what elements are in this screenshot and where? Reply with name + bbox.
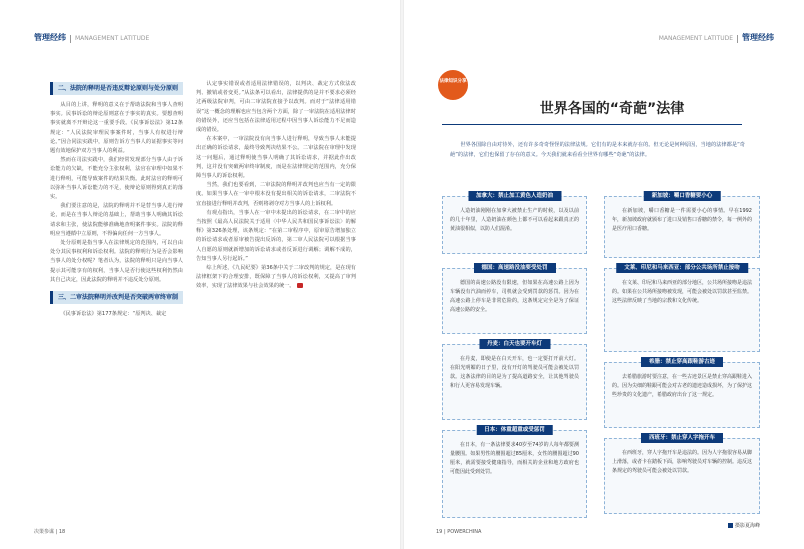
- law-box: [442, 193, 587, 254]
- header-subtitle: MANAGEMENT LATITUDE: [658, 35, 733, 42]
- law-box: [442, 265, 587, 334]
- paragraph: 从目的上讲，释明的意义在于帮助法院和当事人查明事实。民事诉讼的辩论原则意在于事实的真实。要想查明事实就离不开辩论这一重要手段。《民事诉讼法》第12条规定：“人民法院审理民事案件时，当事人有权进行辩论。”因合同法实践中，原则告诉方当事人的证据事实等问题有效地保护双方当事人的利益。: [50, 102, 183, 155]
- paragraph: 《民事诉讼法》第177条规定：“原判决、裁定: [60, 311, 167, 318]
- photo-credit-text: 摄影夏海峰: [734, 523, 760, 529]
- law-box-title: 加拿大：禁止加工黄色人造奶油: [468, 191, 561, 201]
- law-box-body: 在丹麦，即使是在白天开车，也一定要打开前大灯。在阳光明媚的日子里，没有开灯的驾驶员可能会被处以罚款。这条法律的目的是为了提高道路安全，让其他驾驶员和行人更容易发现车辆。: [450, 356, 579, 389]
- law-box: [604, 265, 760, 352]
- law-box: [604, 359, 760, 428]
- article-intro: 世界各国除自由对待外，还有许多奇奇怪怪的法律法规。它们有的是本来就存在的。但无论是何种原因，当地的法律都是“奇葩”的法律，它们也保留了存在的意义。今天我们就来看看全世界有哪些“奇葩”的法律。: [450, 142, 745, 158]
- law-box-body: 在西班牙，穿人字拖开车是违法的。因为人字拖很容易从脚上滑落，或者卡在踏板下面，影响驾驶员对车辆的控制。违反这条规定的驾驶员可能会被处以罚款。: [612, 450, 753, 474]
- running-header-left: [34, 32, 149, 43]
- article-column-b: [196, 80, 356, 292]
- law-box-title: 西班牙：禁止穿人字拖开车: [641, 433, 723, 443]
- law-box: [604, 193, 760, 258]
- paragraph: 认定事实错误或者适用法律错误的，以判决、裁定方式依法改判、撤销或者变更。”从法条可以看出，法律提供的是并不要求必须经过两级法院审判，可由二审法院直接予以改判。而对于“法律适用错误”这一概念的理解也应当包含两个方面，除了一审法院在适用法律时的错误外，还应当包括在法律适用过程中因当事人诉讼能力不足而造成的错误。: [196, 81, 356, 134]
- paragraph: 在本案中，一审法院没有向当事人进行释明，导致当事人未能提出正确的诉讼请求，最终导致判决结果不公。二审法院在审理中发现这一问题后，通过释明使当事人明确了其诉讼请求，并据此作出改判，这并没有突破两审终审制度，而是在法律规定的范围内，充分保障当事人的诉讼权利。: [196, 136, 356, 180]
- header-divider: [737, 35, 738, 43]
- law-box: [604, 435, 760, 514]
- paragraph: [196, 264, 356, 292]
- law-box-title: 新加坡：嚼口香糖要小心: [644, 191, 721, 201]
- section-heading: 二、法院的释明是否违反辩论原则与处分原则: [50, 82, 183, 95]
- right-page: [402, 0, 804, 549]
- header-section-title: 管理经纬: [34, 33, 66, 42]
- law-box-body: 去希腊旅游时要注意，在一些古迹景区是禁止穿高跟鞋进入的。因为尖细的鞋跟可能会对古老的遗迹造成损坏，为了保护这些珍贵的文化遗产，希腊政府出台了这一规定。: [612, 374, 753, 398]
- photo-credit: [728, 522, 760, 529]
- article-end-mark: [297, 283, 303, 288]
- article-title: 世界各国的“奇葩”法律: [539, 101, 685, 117]
- paragraph-text: 综上所述，《九民纪要》第36条中关于二审改判的规定，是在现有法律框架下的合理安排，既保障了当事人的诉讼权利，又提高了审判效率，实现了法律效果与社会效果的统一。: [196, 265, 356, 290]
- law-box-body: 德国的高速公路没有限速，但如果在高速公路上因为车辆没有汽油而停车，司机就会受到罚款的惩罚。因为在高速公路上停车是非常危险的，这条规定完全是为了保证高速公路的安全。: [450, 280, 579, 313]
- section-heading: 三、二审法院释明并改判是否突破两审终审制: [50, 291, 183, 304]
- law-box-body: 人造奶油刚刚在加拿大被禁止生产的时候，以及以前的几十年里，人造奶油在颜色上都不可以看起来跟真正的黄油很相似，以防人们混淆。: [450, 208, 579, 232]
- law-box-title: 文莱、印尼和马来西亚：部分公共场所禁止接吻: [616, 263, 748, 273]
- page-footer-left: 决策参谋 | 18: [34, 529, 66, 535]
- law-box-title: 希腊：禁止穿高跟鞋游古迹: [641, 357, 723, 367]
- law-box: [442, 341, 587, 420]
- header-section-title: 管理经纬: [742, 33, 774, 42]
- law-box-body: 在日本，有一条法律要求40岁至74岁的人每年都要测量腰围。如果男性的腰围超过85厘米，女性的腰围超过90厘米，就需要接受健康指导，而相关的企业和地方政府也可能因此受到处罚。: [450, 442, 579, 475]
- article-column-a: [50, 80, 183, 319]
- category-badge: 法律知识分享: [438, 70, 468, 100]
- law-box-title: 丹麦：白天也要开车灯: [479, 339, 550, 349]
- law-box-body: 在新加坡，嚼口香糖是一件需要小心的事情。早在1992年，新加坡政府就颁布了进口及销售口香糖的禁令，每一例外的是医疗用口香糖。: [612, 208, 753, 232]
- header-subtitle: MANAGEMENT LATITUDE: [75, 35, 150, 42]
- law-box-title: 德国：高速路没油要受处罚: [473, 263, 555, 273]
- paragraph: 有观点指出，当事人在一审中未提出的诉讼请求，在二审中的应当按照《最高人民法院关于适用〈中华人民共和国民事诉讼法〉的解释》第326条处理，该条规定：“在第二审程序中，原审原告增加独立的诉讼请求或者原审被告提出反诉的，第二审人民法院可以根据当事人自愿的原则就新增加的诉讼请求或者反诉进行调解；调解不成的，告知当事人另行起诉。”: [196, 209, 356, 262]
- page-footer-right: 19 | POWERCHINA: [436, 529, 482, 535]
- paragraph: 然而在司法实践中，我们经常发现部分当事人由于诉讼能力的欠缺，不能充分主张权利，法官在审理中如果不进行释明，可能导致案件的结果失衡。此时法官的释明可以弥补当事人诉讼能力的不足，使辩论原则得到真正的落实。: [50, 157, 183, 201]
- header-divider: [70, 35, 71, 43]
- title-rule: [442, 124, 742, 125]
- law-box: [442, 427, 587, 518]
- law-box-title: 日本：体重超重或受惩罚: [476, 425, 553, 435]
- paragraph: 我们要注意的是，法院的释明并不是替当事人进行辩论，而是在当事人辩论的基础上，帮助当事人明确其诉讼请求和主张，使法院能够准确地查明案件事实。法院的释明应当遵循中立原则，不得偏向任何一方当事人。: [50, 203, 183, 237]
- credit-square-icon: [728, 523, 733, 528]
- paragraph: 当然，我们也要看到，二审法院的释明并改判也应当有一定的限度。如果当事人在一审中根本没有提出相关的诉讼请求，二审法院不宜直接进行释明并改判，否则将剥夺对方当事人的上诉权利。: [196, 182, 356, 207]
- paragraph: 处分原则是指当事人在法律规定的范围内，可以自由处分其民事权利和诉讼权利。法院的释明行为是否会影响当事人的处分权呢？笔者认为，法院的释明只是向当事人提示其可能享有的权利，当事人是否行使这些权利仍然由其自己决定，因此法院的释明并不违反处分原则。: [50, 240, 183, 283]
- law-box-body: 在文莱、印尼和马来西亚的部分地区，公共场所接吻是违法的。如果在公共场所接吻被发现，可能会被处以罚款甚至监禁。这些法律反映了当地的宗教和文化传统。: [612, 280, 753, 304]
- running-header-right: [659, 32, 774, 43]
